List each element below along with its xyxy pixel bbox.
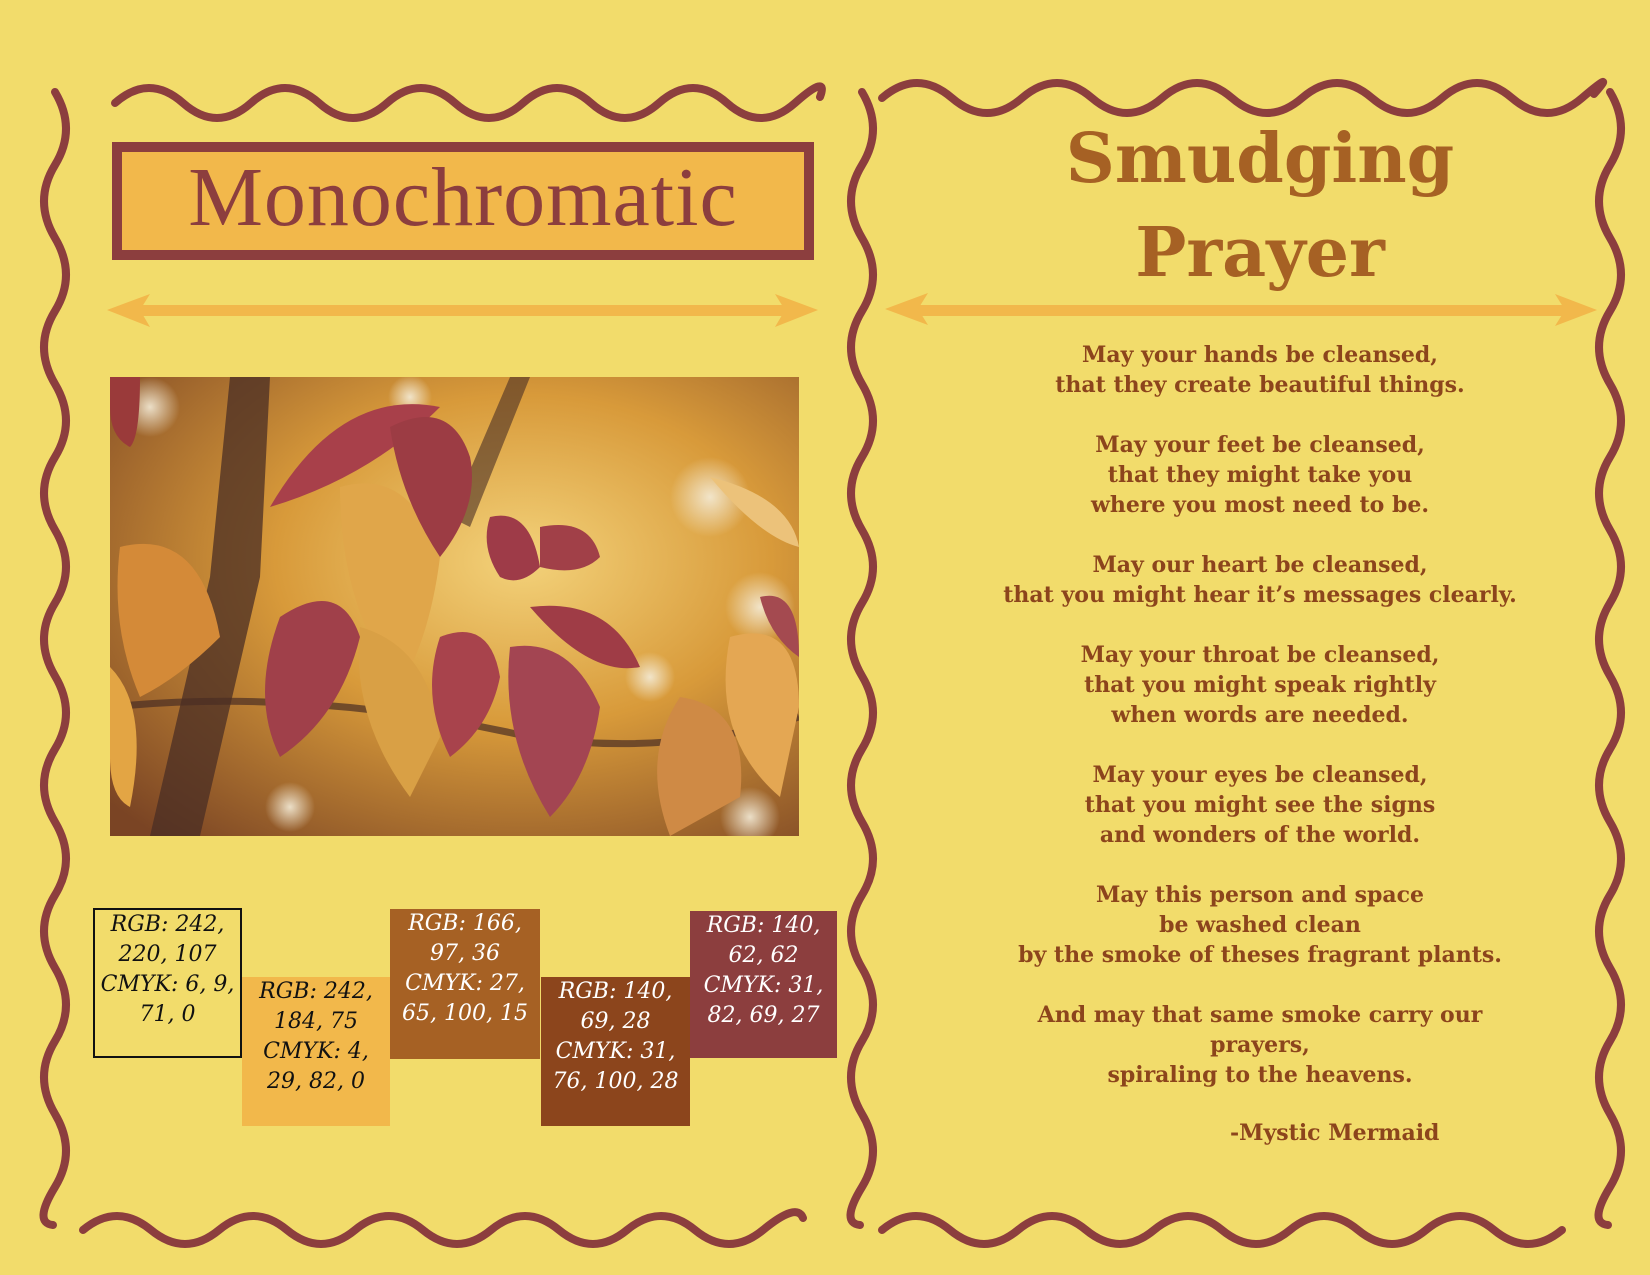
swatch-rust-brown [541,977,690,1126]
bottom-right-wave [882,1216,1562,1244]
swatch-cmyk-line1: CMYK: 31, [703,973,824,998]
top-right-wave [882,82,1603,113]
left-wave [43,92,66,1225]
swatch-cmyk-line2: 82, 69, 27 [707,1003,820,1028]
poem-line: May your hands be cleansed, [1082,342,1438,368]
swatch-rgb-line2: 62, 62 [728,943,799,968]
swatch-rgb-line1: RGB: 140, [706,913,821,938]
poem-line: that you might hear it’s messages clearly. [1003,582,1517,608]
swatch-rgb-line2: 97, 36 [430,941,500,966]
prayer-title-line1: Smudging [1065,119,1455,199]
swatch-rgb-line2: 69, 28 [580,1009,651,1034]
swatch-cmyk-line2: 29, 82, 0 [267,1069,365,1094]
center-wave [850,92,873,1225]
poem-line: be washed clean [1159,912,1361,938]
poem-stanza [900,760,1620,850]
left-double-arrow-icon [107,294,818,327]
autumn-leaves-photo [110,377,799,836]
leaves-illustration [110,377,799,836]
swatch-cmyk-line2: 71, 0 [139,1002,196,1027]
page-title: Monochromatic [188,151,738,244]
swatch-cmyk-line2: 65, 100, 15 [402,1001,528,1026]
poem-line: that you might see the signs [1084,792,1436,818]
swatch-cmyk-line2: 76, 100, 28 [552,1069,679,1094]
poem-line: by the smoke of theses fragrant plants. [1018,942,1502,968]
swatch-rgb-line1: RGB: 242, [259,979,373,1004]
poem-line: that they might take you [1107,462,1413,488]
swatch-rgb-line1: RGB: 166, [408,911,522,936]
swatch-copper [390,909,540,1059]
poem-line: May this person and space [1095,882,1424,908]
poem-line: May your eyes be cleansed, [1092,762,1428,788]
poem-stanza [900,1000,1620,1090]
poem-line: where you most need to be. [1090,492,1429,518]
swatch-rgb-line2: 184, 75 [274,1009,358,1034]
poem-stanza [900,430,1620,520]
swatch-rgb-line2: 220, 107 [118,942,217,967]
swatch-rgb-line1: RGB: 140, [558,979,673,1004]
poem-stanza [900,640,1620,730]
poem-line: spiraling to the heavens. [1107,1062,1413,1088]
swatch-light-yellow [93,908,242,1058]
poem-line: prayers, [1210,1032,1310,1058]
prayer-title-line2: Prayer [1135,213,1385,293]
swatch-cmyk-line1: CMYK: 6, 9, [100,972,235,997]
title-inner-frame [120,150,806,252]
poem-line: that they create beautiful things. [1055,372,1465,398]
poem-line: when words are needed. [1111,702,1409,728]
poem-line: And may that same smoke carry our [1037,1002,1483,1028]
poem-line: May your feet be cleansed, [1095,432,1425,458]
prayer-title [880,112,1640,300]
monochromatic-title-box [112,142,814,260]
swatch-cmyk-line1: CMYK: 27, [405,971,525,996]
top-left-wave [115,86,822,118]
poem-stanza [900,340,1620,400]
swatch-cmyk-line1: CMYK: 4, [263,1039,369,1064]
poem-signature: -Mystic Mermaid [1230,1120,1440,1146]
swatch-golden [242,977,390,1126]
poem-stanza [900,550,1620,610]
swatch-rgb-line1: RGB: 242, [110,912,225,937]
poem-line: May our heart be cleansed, [1092,552,1428,578]
poem-line: that you might speak rightly [1084,672,1436,698]
bottom-left-wave [83,1212,803,1244]
poem-line: May your throat be cleansed, [1080,642,1440,668]
prayer-poem [900,340,1620,1120]
swatch-maroon [690,911,837,1058]
poem-stanza [900,880,1620,970]
poem-line: and wonders of the world. [1099,822,1421,848]
swatch-cmyk-line1: CMYK: 31, [555,1039,676,1064]
